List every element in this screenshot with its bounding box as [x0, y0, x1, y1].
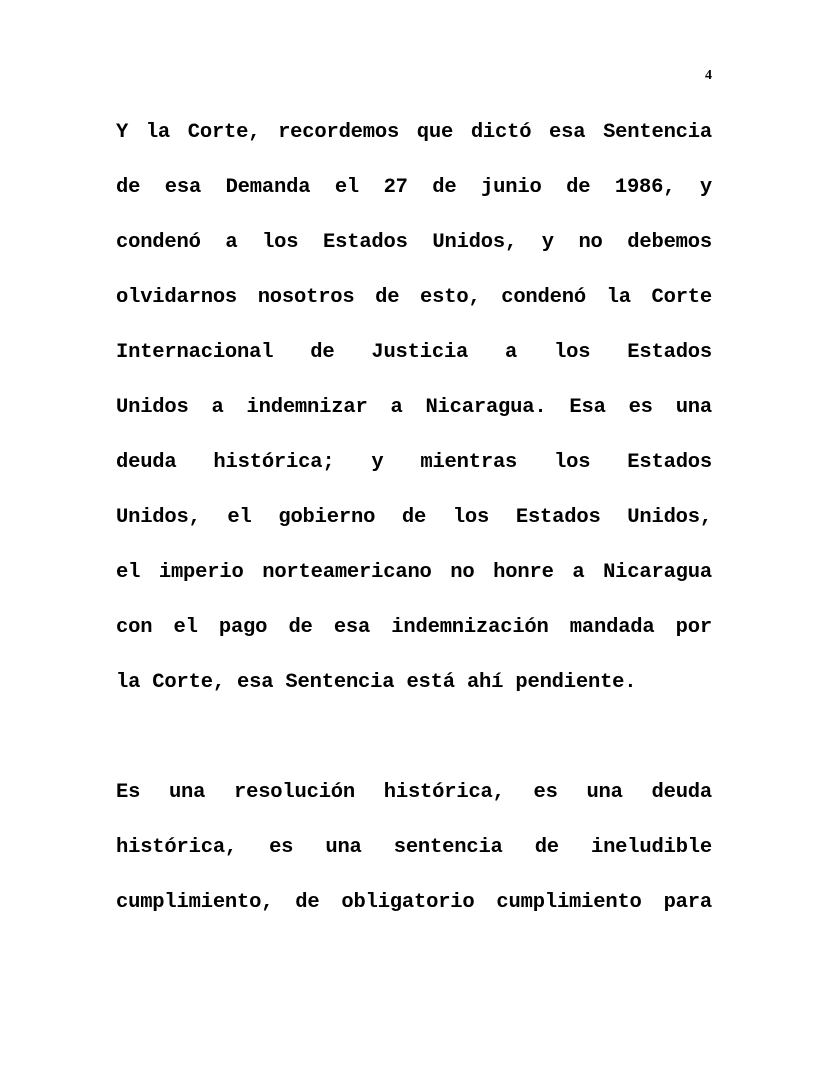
page-number: 4 — [705, 68, 712, 83]
text-line: Unidos a indemnizar a Nicaragua. Esa es una — [116, 396, 712, 419]
text-line: histórica, es una sentencia de ineludible — [116, 836, 712, 859]
text-line: condenó a los Estados Unidos, y no debemos — [116, 231, 712, 254]
text-line: la Corte, esa Sentencia está ahí pendiente. — [116, 671, 637, 694]
text-line: Y la Corte, recordemos que dictó esa Sentencia — [116, 121, 712, 144]
text-line: de esa Demanda el 27 de junio de 1986, y — [116, 176, 712, 199]
text-line: el imperio norteamericano no honre a Nicaragua — [116, 561, 712, 584]
text-line: deuda histórica; y mientras los Estados — [116, 451, 712, 474]
text-line: Es una resolución histórica, es una deuda — [116, 781, 712, 804]
text-line: cumplimiento, de obligatorio cumplimiento para — [116, 891, 712, 914]
text-line: olvidarnos nosotros de esto, condenó la Corte — [116, 286, 712, 309]
text-line: Unidos, el gobierno de los Estados Unidos, — [116, 506, 712, 529]
text-line: con el pago de esa indemnización mandada por — [116, 616, 712, 639]
paragraph — [116, 118, 712, 723]
paragraph — [116, 778, 712, 943]
text-line: Internacional de Justicia a los Estados — [116, 341, 712, 364]
